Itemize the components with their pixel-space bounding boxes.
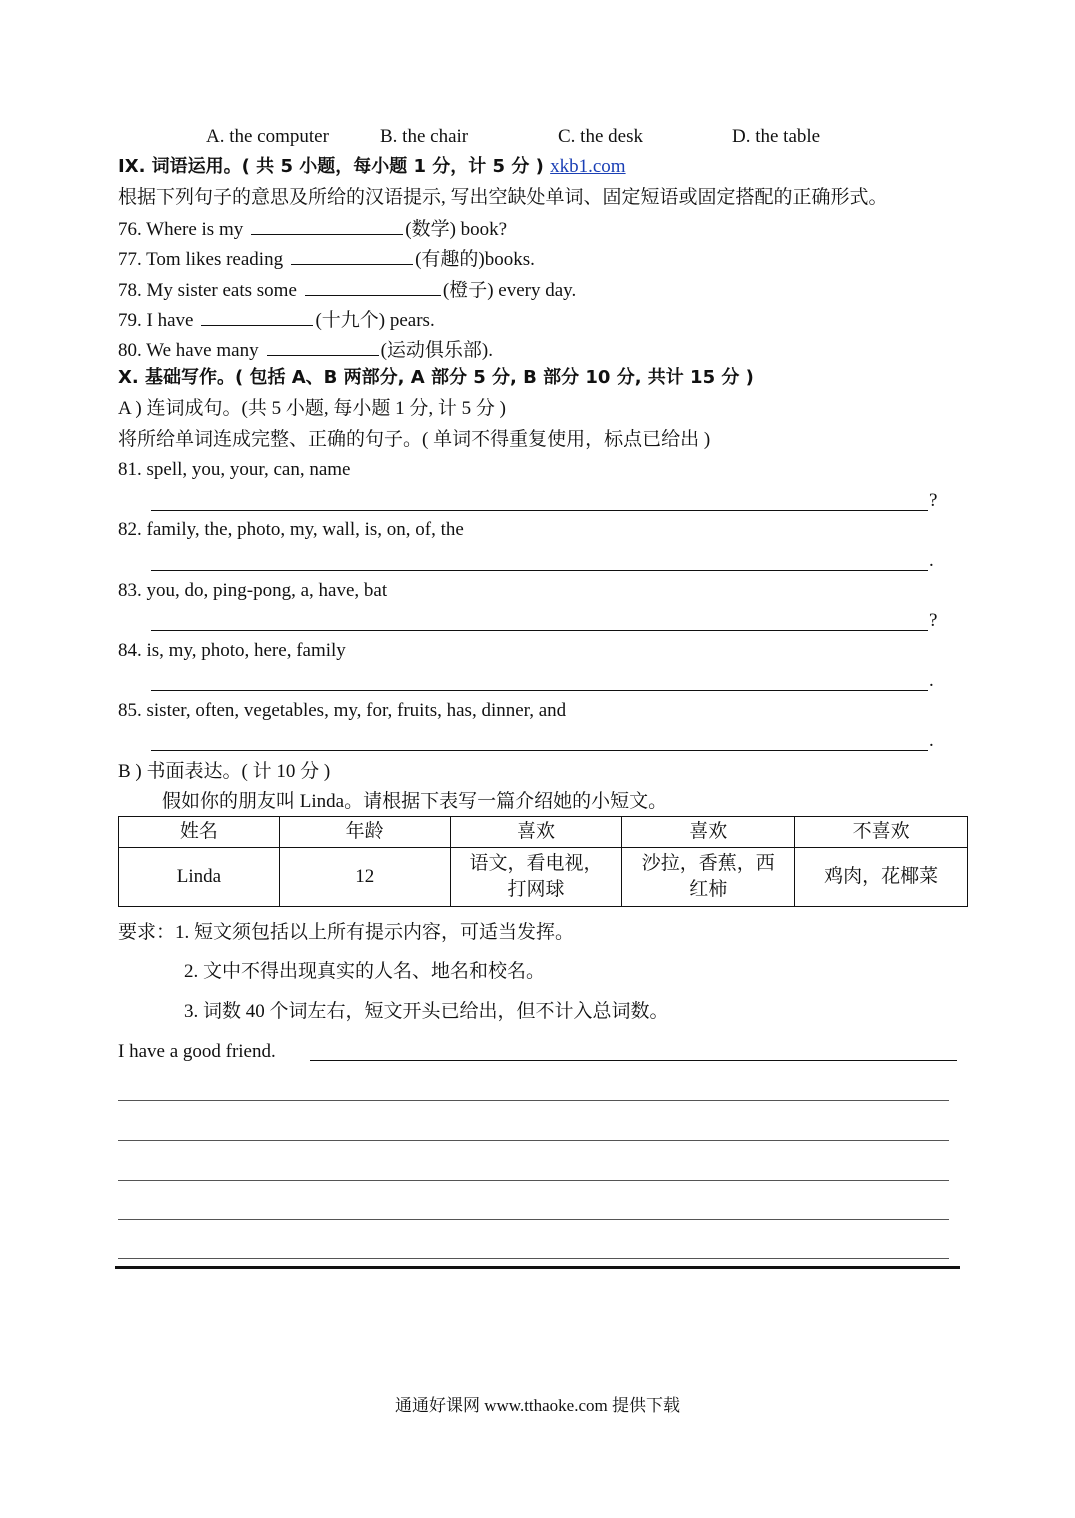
composition-line-6[interactable] bbox=[118, 1258, 949, 1259]
header-likes-1: 喜欢 bbox=[450, 817, 622, 848]
question-76 bbox=[118, 216, 507, 242]
cell-age: 12 bbox=[279, 848, 450, 907]
question-76-hint: (数学) book? bbox=[405, 219, 508, 240]
question-77-hint: (有趣的)books. bbox=[415, 249, 535, 270]
answer-blank-76[interactable] bbox=[251, 216, 403, 235]
header-age: 年龄 bbox=[279, 817, 450, 848]
header-dislikes: 不喜欢 bbox=[795, 817, 968, 848]
section-x-heading: X. 基础写作。( 包括 A、B 两部分, A 部分 5 分, B 部分 10 分, 共计 15 分 ) bbox=[118, 367, 754, 388]
composition-starter: I have a good friend. bbox=[118, 1041, 276, 1062]
question-81: 81. spell, you, your, can, name bbox=[118, 459, 351, 480]
punct-83: ? bbox=[929, 610, 938, 631]
info-table-header-row bbox=[119, 817, 968, 848]
option-a: A. the computer bbox=[206, 126, 329, 147]
part-b-intro: 假如你的朋友叫 Linda。请根据下表写一篇介绍她的小短文。 bbox=[162, 791, 668, 812]
composition-line-1[interactable] bbox=[310, 1060, 957, 1061]
part-b-title: B ) 书面表达。( 计 10 分 ) bbox=[118, 761, 331, 782]
section-ix-heading bbox=[118, 155, 626, 179]
question-79 bbox=[118, 307, 435, 333]
question-78-hint: (橙子) every day. bbox=[442, 280, 577, 301]
question-80-text: 80. We have many bbox=[118, 340, 259, 361]
part-a-title: A ) 连词成句。(共 5 小题, 每小题 1 分, 计 5 分 ) bbox=[118, 398, 506, 419]
answer-line-84[interactable] bbox=[151, 690, 928, 691]
end-rule-thick bbox=[115, 1266, 960, 1269]
cell-dislikes: 鸡肉，花椰菜 bbox=[795, 848, 968, 907]
option-b: B. the chair bbox=[380, 126, 469, 147]
page-footer: 通通好课网 www.tthaoke.com 提供下载 bbox=[394, 1396, 681, 1415]
question-80 bbox=[118, 337, 493, 363]
info-table-row bbox=[119, 848, 968, 907]
question-79-hint: (十九个) pears. bbox=[315, 310, 435, 331]
question-79-text: 79. I have bbox=[118, 310, 194, 331]
answer-line-81[interactable] bbox=[151, 510, 928, 511]
composition-line-4[interactable] bbox=[118, 1180, 949, 1181]
requirement-3: 3. 词数 40 个词左右，短文开头已给出，但不计入总词数。 bbox=[184, 1001, 669, 1022]
section-ix-instruction: 根据下列句子的意思及所给的汉语提示, 写出空缺处单词、固定短语或固定搭配的正确形式。 bbox=[118, 187, 888, 208]
question-85: 85. sister, often, vegetables, my, for, fruits, has, dinner, and bbox=[118, 700, 567, 721]
xkb1-link[interactable]: xkb1.com bbox=[550, 156, 626, 177]
part-a-instruction: 将所给单词连成完整、正确的句子。( 单词不得重复使用，标点已给出 ) bbox=[118, 429, 711, 450]
question-78-text: 78. My sister eats some bbox=[118, 280, 297, 301]
answer-line-82[interactable] bbox=[151, 570, 928, 571]
punct-82: . bbox=[929, 550, 934, 571]
cell-likes-foods: 沙拉，香蕉，西红柿 bbox=[622, 848, 795, 907]
option-c: C. the desk bbox=[558, 126, 643, 147]
question-84: 84. is, my, photo, here, family bbox=[118, 640, 346, 661]
requirement-2: 2. 文中不得出现真实的人名、地名和校名。 bbox=[184, 961, 546, 982]
question-77 bbox=[118, 246, 535, 272]
question-77-text: 77. Tom likes reading bbox=[118, 249, 284, 270]
punct-85: . bbox=[929, 730, 934, 751]
answer-blank-78[interactable] bbox=[305, 277, 441, 296]
question-78 bbox=[118, 277, 576, 303]
section-ix-heading-text: IX. 词语运用。( 共 5 小题，每小题 1 分，计 5 分 ) bbox=[118, 156, 544, 177]
info-table bbox=[118, 816, 968, 907]
question-83: 83. you, do, ping-pong, a, have, bat bbox=[118, 580, 388, 601]
punct-84: . bbox=[929, 670, 934, 691]
header-name: 姓名 bbox=[119, 817, 280, 848]
header-likes-2: 喜欢 bbox=[622, 817, 795, 848]
question-82: 82. family, the, photo, my, wall, is, on, of, the bbox=[118, 519, 464, 540]
answer-line-85[interactable] bbox=[151, 750, 928, 751]
requirement-1: 要求：1. 短文须包括以上所有提示内容，可适当发挥。 bbox=[118, 922, 575, 943]
question-80-hint: (运动俱乐部). bbox=[380, 340, 493, 361]
cell-name: Linda bbox=[119, 848, 280, 907]
answer-blank-80[interactable] bbox=[267, 337, 379, 356]
cell-likes-activities: 语文，看电视，打网球 bbox=[450, 848, 622, 907]
composition-line-3[interactable] bbox=[118, 1140, 949, 1141]
answer-blank-79[interactable] bbox=[201, 307, 313, 326]
punct-81: ? bbox=[929, 490, 938, 511]
answer-line-83[interactable] bbox=[151, 630, 928, 631]
question-76-text: 76. Where is my bbox=[118, 219, 244, 240]
option-d: D. the table bbox=[732, 126, 821, 147]
composition-line-2[interactable] bbox=[118, 1100, 949, 1101]
answer-blank-77[interactable] bbox=[291, 246, 413, 265]
composition-line-5[interactable] bbox=[118, 1219, 949, 1220]
